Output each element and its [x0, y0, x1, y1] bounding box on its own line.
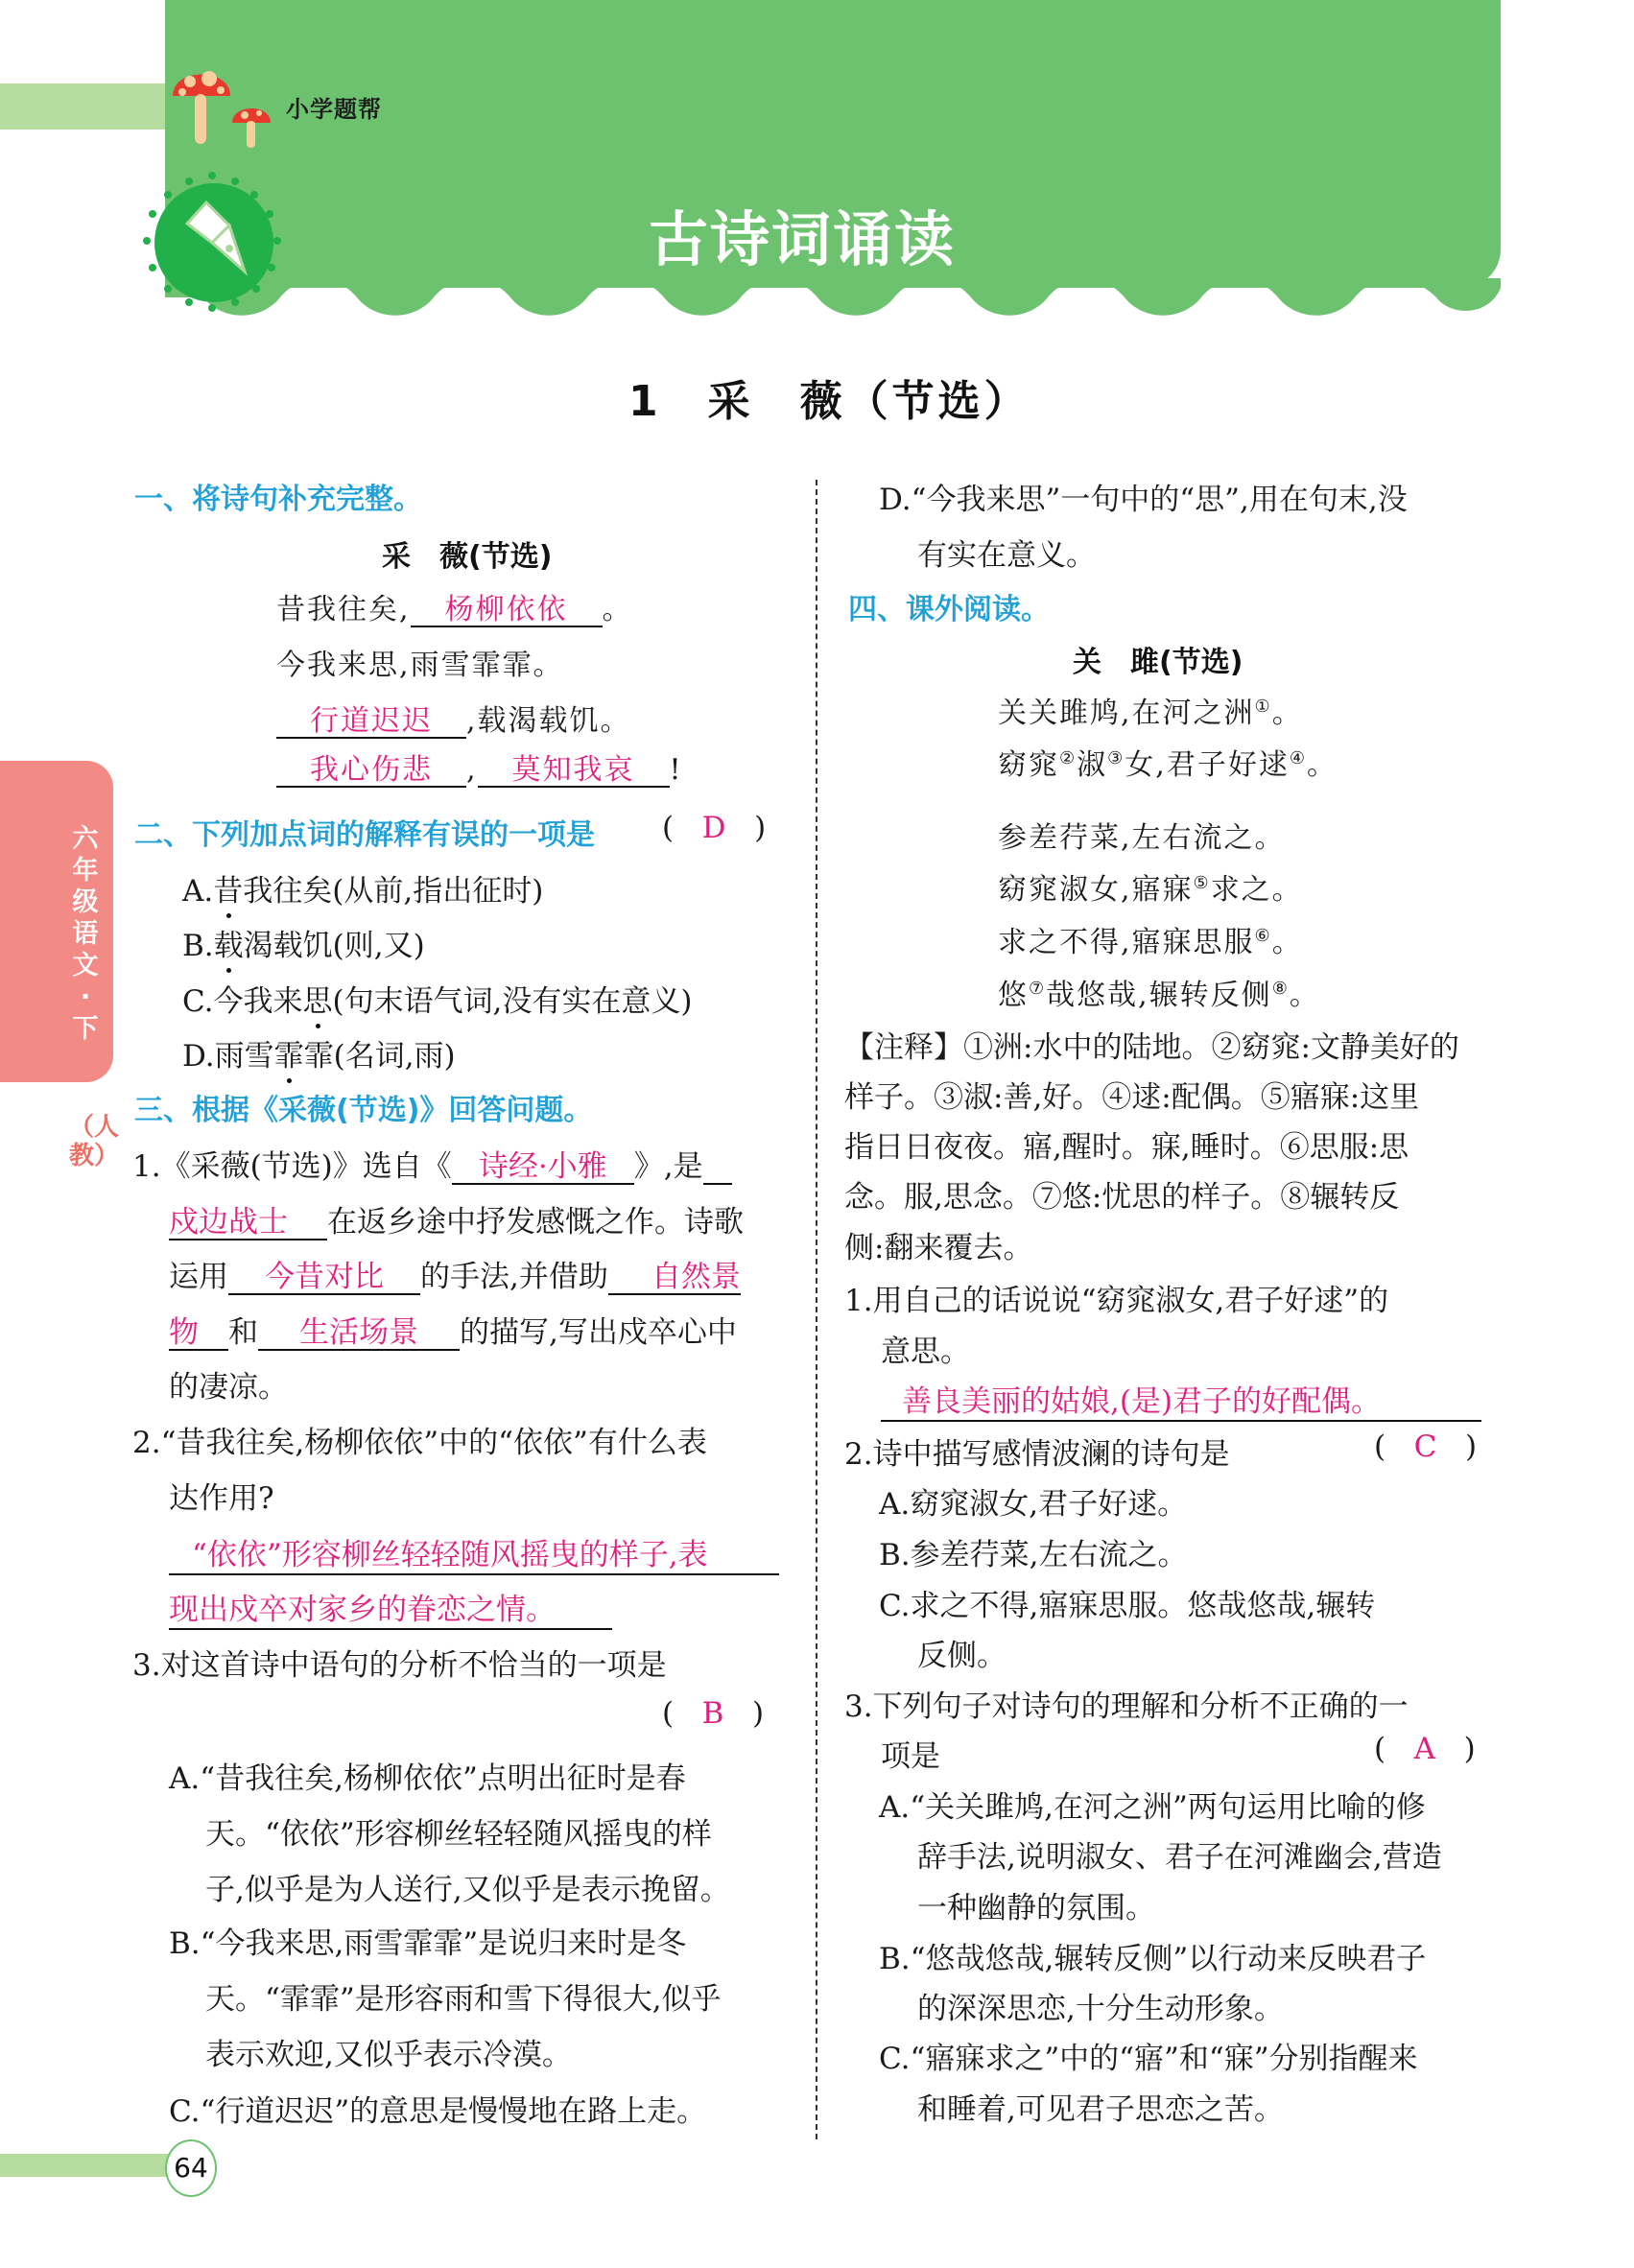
side-tab-grade: 六年级语文·下 — [72, 824, 99, 1044]
part2-answer-paren — [662, 811, 766, 845]
question-text: “昔我往矣,杨柳依依”中的“依依”有什么表 — [160, 1426, 707, 1460]
option-label: A. — [169, 1761, 201, 1796]
part3-heading: 三、根据《采薇(节选)》回答问题。 — [134, 1094, 593, 1127]
option-text: 霏(名词,雨) — [303, 1039, 456, 1074]
answer-blank: 自然景 — [608, 1262, 741, 1295]
option-text: 求之不得,寤寐思服。悠哉悠哉,辗转 — [910, 1589, 1376, 1623]
footnote-marker: ⑥ — [1254, 926, 1272, 946]
poem-text: 淑 — [1077, 748, 1108, 782]
mushroom-icon — [163, 58, 278, 149]
part4-q3-option-a-line2: 辞手法,说明淑女、君子在河滩幽会,营造 — [917, 1840, 1442, 1875]
option-text: 渴载饥(则,又) — [243, 929, 425, 963]
guanju-line-2 — [998, 741, 1338, 783]
poem-text: 窈窕淑女,寤寐 — [998, 873, 1194, 907]
option-label: A. — [879, 1790, 911, 1825]
option-text: 窈窕淑女,君子好逑。 — [910, 1487, 1188, 1522]
question-text: 在返乡途中抒发感慨之作。诗歌 — [327, 1205, 744, 1240]
part4-q1-answer: 善良美丽的姑娘,(是)君子的好配偶。 — [881, 1377, 1481, 1422]
poem-text: , — [466, 753, 478, 787]
guanju-line-1 — [998, 689, 1303, 731]
option-text: (句末语气词,没有实在意义) — [332, 984, 693, 1019]
footnote-marker: ① — [1254, 697, 1272, 717]
part4-q2-option-a — [879, 1479, 1187, 1523]
part4-q2-option-b — [879, 1530, 1188, 1573]
footer-strip — [0, 2154, 173, 2177]
answer-blank: 戍边战士 — [169, 1207, 327, 1240]
part4-q3-line2: 项是 — [881, 1739, 940, 1774]
part4-q2-answer-paren — [1374, 1429, 1477, 1464]
part4-q2-option-c-line2: 反侧。 — [917, 1639, 1006, 1673]
option-text: 今我来 — [213, 984, 303, 1019]
poem-line-4 — [276, 753, 683, 788]
poem-text: 求之。 — [1210, 873, 1303, 907]
poem-text: 哉悠哉,辗转反侧 — [1046, 979, 1272, 1012]
question-text: 诗中描写感情波澜的诗句是 — [872, 1437, 1230, 1472]
option-label: B. — [879, 1942, 911, 1976]
paren: ) — [752, 1696, 765, 1731]
poem-text: ,载渴载饥。 — [466, 704, 631, 738]
option-text: 雨雪 — [214, 1039, 274, 1074]
footnote-marker: ② — [1059, 748, 1077, 768]
poem-text: 关关雎鸠,在河之洲 — [998, 697, 1255, 730]
guanju-line-4 — [998, 865, 1303, 908]
part3-q3-option-d-line1 — [879, 475, 1408, 518]
answer-blank-lead — [703, 1151, 732, 1185]
question-text: 对这首诗中语句的分析不恰当的一项是 — [160, 1648, 667, 1683]
paren: ) — [1463, 1732, 1476, 1766]
guanju-line-5 — [998, 918, 1303, 960]
fountain-pen-icon — [137, 166, 287, 316]
option-label: C. — [182, 984, 214, 1019]
option-label: C. — [169, 2094, 201, 2129]
option-text: “今我来思,雨雪霏霏”是说归来时是冬 — [200, 1926, 687, 1961]
notes-line-5: 侧:翻来覆去。 — [844, 1231, 1033, 1265]
poem-text: 窈窕 — [998, 748, 1059, 782]
question-text: 的描写,写出戍卒心中 — [460, 1315, 737, 1350]
footnote-marker: ③ — [1107, 748, 1125, 768]
paren: ( — [1374, 1732, 1386, 1766]
part3-q3-option-a-line3: 子,似乎是为人送行,又似乎是表示挽留。 — [205, 1873, 730, 1907]
answer-letter: D — [701, 811, 726, 845]
poem-text: 女,君子好逑 — [1125, 748, 1290, 782]
part4-q2-option-c-line1 — [879, 1581, 1375, 1624]
question-text: 和 — [228, 1315, 258, 1350]
poem-text: 。 — [1271, 697, 1303, 730]
part4-heading: 四、课外阅读。 — [848, 593, 1050, 626]
column-divider — [816, 480, 817, 2139]
answer-blank: 行道迟迟 — [276, 706, 466, 739]
paren: ( — [662, 811, 675, 845]
part3-q3-option-a-line1 — [169, 1754, 686, 1797]
option-label: A. — [182, 874, 214, 909]
question-number: 1. — [844, 1284, 873, 1318]
option-text: “关关雎鸠,在河之洲”两句运用比喻的修 — [910, 1790, 1426, 1825]
answer-blank: 今昔对比 — [228, 1262, 420, 1295]
part4-q3-answer-paren — [1374, 1732, 1476, 1766]
poem-text: 。 — [602, 593, 633, 626]
part4-q2-stem — [844, 1429, 1230, 1473]
option-label: C. — [879, 2042, 911, 2076]
poem-text: 悠 — [998, 979, 1029, 1012]
footnote-marker: ⑤ — [1193, 873, 1211, 893]
notes-line-1: 【注释】①洲:水中的陆地。②窈窕:文静美好的 — [844, 1030, 1459, 1065]
side-tab-edition: （人教） — [69, 1113, 120, 1170]
guanju-line-6 — [998, 971, 1320, 1013]
footnote-marker: ④ — [1289, 748, 1307, 768]
dotted-word: 思 — [302, 984, 333, 1019]
section-title: 古诗词诵读 — [649, 204, 957, 274]
part3-q1-line3 — [169, 1252, 741, 1295]
option-label: A. — [879, 1487, 911, 1522]
question-number: 2. — [844, 1437, 873, 1472]
lesson-title: 1 采 薇（节选） — [628, 377, 1030, 426]
option-text: “昔我往矣,杨柳依依”点明出征时是春 — [200, 1761, 686, 1796]
option-label: B. — [182, 929, 214, 963]
part3-q1-line5: 的凄凉。 — [169, 1370, 288, 1405]
part3-q2-answer-line1: “依依”形容柳丝轻轻随风摇曳的样子,表 — [169, 1530, 779, 1575]
answer-blank: 诗经·小雅 — [452, 1151, 634, 1185]
question-number: 3. — [844, 1689, 873, 1724]
answer-letter: C — [1413, 1429, 1437, 1464]
question-text: 》,是 — [633, 1149, 703, 1184]
option-label: D. — [879, 483, 912, 517]
part2-option-a — [182, 866, 543, 910]
paren: ) — [754, 811, 767, 845]
part3-q3-option-a-line2: 天。“依依”形容柳丝轻轻随风摇曳的样 — [205, 1817, 712, 1852]
answer-blank: 杨柳依依 — [411, 595, 603, 627]
option-label: C. — [879, 1589, 911, 1623]
guanju-line-3: 参差荇菜,左右流之。 — [998, 821, 1286, 855]
part3-q3-option-b-line1 — [169, 1919, 686, 1962]
part3-q2-line1 — [132, 1418, 707, 1461]
option-text: “今我来思”一句中的“思”,用在句末,没 — [911, 483, 1408, 517]
paren: ) — [1464, 1429, 1478, 1464]
banner-wave-edge — [165, 278, 1501, 317]
part4-q3-option-c-line2: 和睡着,可见君子思恋之苦。 — [917, 2092, 1284, 2127]
poem-line-2: 今我来思,雨雪霏霏。 — [276, 649, 564, 682]
dotted-word: 昔 — [213, 874, 244, 909]
part1-heading: 一、将诗句补充完整。 — [134, 483, 422, 516]
poem-text: 。 — [1271, 926, 1303, 959]
brand-label: 小学题帮 — [286, 96, 382, 123]
paren: ( — [662, 1696, 675, 1731]
question-text: 运用 — [169, 1260, 228, 1294]
footnote-marker: ⑧ — [1271, 979, 1290, 999]
option-text: “悠哉悠哉,辗转反侧”以行动来反映君子 — [910, 1942, 1427, 1976]
poem-text: ! — [669, 753, 683, 787]
part4-q1-line2: 意思。 — [881, 1335, 970, 1369]
notes-line-2: 样子。③淑:善,好。④逑:配偶。⑤寤寐:这里 — [844, 1080, 1420, 1115]
part3-q3-option-b-line3: 表示欢迎,又似乎表示冷漠。 — [205, 2038, 572, 2072]
part4-poem-title: 关 雎(节选) — [1073, 646, 1243, 679]
part1-poem-title: 采 薇(节选) — [382, 540, 553, 574]
part3-q1-line2 — [169, 1197, 744, 1240]
answer-blank: 生活场景 — [258, 1317, 460, 1351]
answer-letter: B — [701, 1696, 724, 1731]
part2-option-b — [182, 921, 425, 964]
option-text: 参差荇菜,左右流之。 — [910, 1538, 1188, 1572]
option-label: B. — [879, 1538, 911, 1572]
question-number: 2. — [132, 1426, 161, 1460]
dotted-word: 载 — [213, 929, 244, 963]
part4-q3-option-c-line1 — [879, 2034, 1418, 2077]
option-text: “行道迟迟”的意思是慢慢地在路上走。 — [200, 2094, 707, 2129]
part3-q3-stem — [132, 1641, 667, 1684]
option-label: D. — [182, 1039, 215, 1074]
part2-option-c — [182, 977, 693, 1020]
question-text: 用自己的话说说“窈窕淑女,君子好逑”的 — [872, 1284, 1389, 1318]
answer-blank: 莫知我哀 — [478, 755, 670, 788]
part3-q3-option-d-line2: 有实在意义。 — [917, 538, 1096, 573]
part2-heading: 二、下列加点词的解释有误的一项是 — [134, 818, 595, 852]
footnote-marker: ⑦ — [1029, 979, 1047, 999]
part3-q1-line1 — [132, 1142, 732, 1185]
part2-option-d — [182, 1031, 456, 1075]
answer-blank: 我心伤悲 — [276, 755, 466, 788]
option-label: B. — [169, 1926, 201, 1961]
poem-text: 求之不得,寤寐思服 — [998, 926, 1255, 959]
part3-q2-line2: 达作用? — [169, 1481, 274, 1516]
poem-text: 昔我往矣, — [276, 593, 411, 626]
part3-q3-answer-paren — [662, 1696, 764, 1731]
poem-line-1 — [276, 585, 633, 627]
question-text: 的手法,并借助 — [420, 1260, 608, 1294]
part3-q3-option-c — [169, 2087, 706, 2130]
answer-letter: A — [1413, 1732, 1436, 1766]
notes-line-3: 指日日夜夜。寤,醒时。寐,睡时。⑥思服:思 — [844, 1130, 1409, 1165]
part4-q3-option-b-line2: 的深深思恋,十分生动形象。 — [917, 1992, 1284, 2026]
part4-q3-line1 — [844, 1682, 1409, 1725]
part4-q3-option-b-line1 — [879, 1934, 1426, 1977]
part4-q1-line1 — [844, 1276, 1388, 1319]
part3-q3-option-b-line2: 天。“霏霏”是形容雨和雪下得很大,似乎 — [205, 1982, 722, 2017]
dotted-word: 霏 — [273, 1039, 304, 1074]
part3-q2-answer-line2: 现出戍卒对家乡的眷恋之情。 — [169, 1585, 612, 1630]
question-text: 下列句子对诗句的理解和分析不正确的一 — [872, 1689, 1409, 1724]
question-number: 3. — [132, 1648, 161, 1683]
answer-blank: 物 — [169, 1317, 228, 1351]
paren: ( — [1374, 1429, 1386, 1464]
page-number: 64 — [165, 2139, 217, 2197]
poem-line-3 — [276, 697, 631, 739]
option-text: 我往矣(从前,指出征时) — [243, 874, 544, 909]
option-text: “寤寐求之”中的“寤”和“寐”分别指醒来 — [910, 2042, 1418, 2076]
part3-q1-line4 — [169, 1308, 737, 1351]
notes-line-4: 念。服,思念。⑦悠:忧思的样子。⑧辗转反 — [844, 1180, 1400, 1215]
part4-q3-option-a-line1 — [879, 1783, 1426, 1826]
question-text: 《采薇(节选)》选自《 — [160, 1149, 452, 1184]
poem-text: 。 — [1306, 748, 1338, 782]
part4-q3-option-a-line3: 一种幽静的氛围。 — [917, 1891, 1155, 1925]
question-number: 1. — [132, 1149, 161, 1184]
poem-text: 。 — [1289, 979, 1320, 1012]
